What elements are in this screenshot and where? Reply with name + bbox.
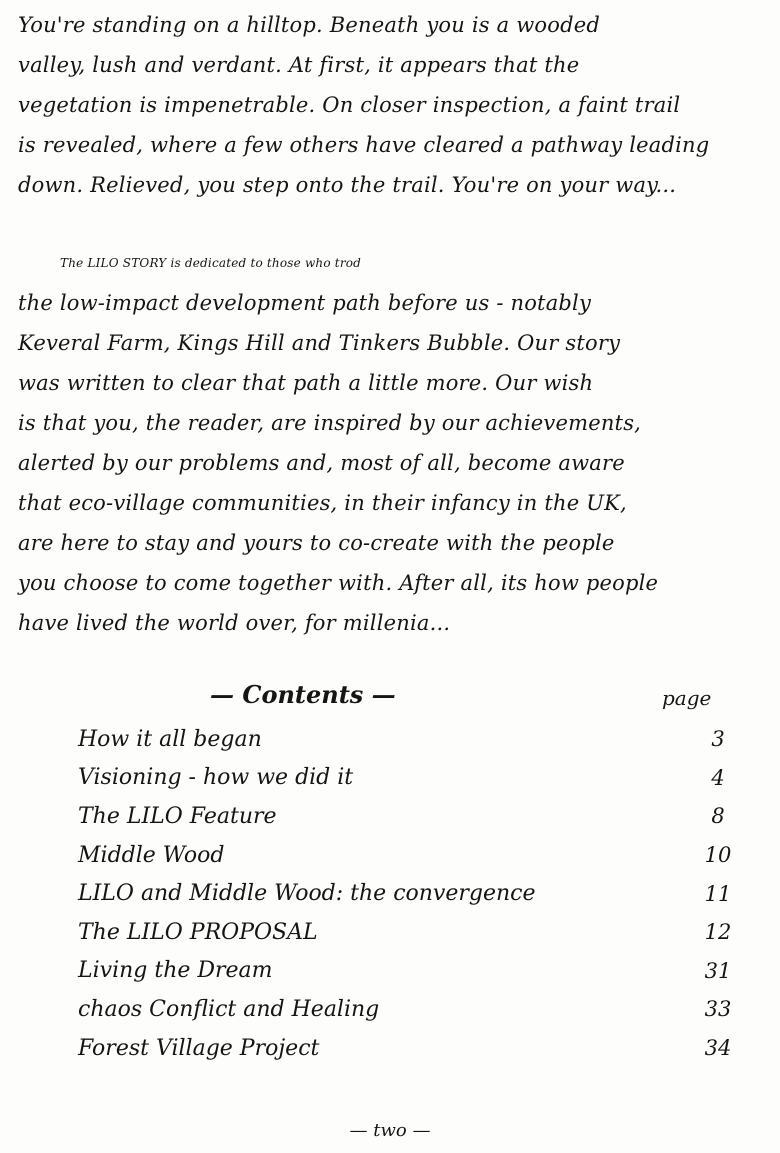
toc-entry	[78, 720, 738, 759]
contents-title: — Contents —	[210, 680, 396, 709]
dedication-line: Keveral Farm, Kings Hill and Tinkers Bubble. Our story	[18, 331, 621, 355]
toc-entry	[78, 913, 738, 952]
page-column-header: page	[662, 686, 712, 710]
dedication-line: The LILO STORY is dedicated to those who trod	[60, 256, 362, 270]
intro-paragraph	[18, 5, 763, 205]
dedication-line: are here to stay and yours to co-create with the people	[18, 531, 615, 555]
table-of-contents	[78, 720, 738, 1067]
intro-line: You're standing on a hilltop. Beneath you is a wooded	[18, 13, 600, 37]
toc-entry-label: Visioning - how we did it	[78, 765, 354, 791]
toc-entry-page: 34	[704, 1036, 732, 1061]
toc-entry-page: 8	[711, 804, 725, 829]
toc-entry-label: Middle Wood	[78, 842, 225, 868]
toc-entry-label: The LILO PROPOSAL	[78, 919, 318, 945]
toc-entry	[78, 1029, 738, 1068]
dedication-line: is that you, the reader, are inspired by our achievements,	[18, 411, 642, 435]
toc-entry-label: How it all began	[78, 726, 262, 752]
dedication-line: that eco-village communities, in their infancy in the UK,	[18, 491, 627, 515]
intro-line: down. Relieved, you step onto the trail. You're on your way...	[18, 173, 677, 197]
dedication-paragraph	[18, 243, 763, 643]
dedication-line: have lived the world over, for millenia...	[18, 611, 451, 635]
page-number-footer: — two —	[349, 1120, 431, 1141]
toc-entry-page: 31	[704, 958, 732, 983]
toc-entry	[78, 759, 738, 798]
toc-entry-page: 11	[704, 881, 732, 906]
dedication-line: the low-impact development path before us - notably	[18, 291, 592, 315]
toc-entry	[78, 874, 738, 913]
toc-entry	[78, 836, 738, 875]
toc-entry-page: 10	[704, 843, 732, 868]
intro-line: is revealed, where a few others have cleared a pathway leading	[18, 133, 710, 157]
toc-entry-label: chaos Conflict and Healing	[78, 996, 380, 1022]
toc-entry	[78, 797, 738, 836]
dedication-line: you choose to come together with. After all, its how people	[18, 571, 659, 595]
dedication-line: was written to clear that path a little more. Our wish	[18, 371, 594, 395]
toc-entry-page: 33	[704, 997, 732, 1022]
toc-entry-page: 4	[711, 765, 725, 790]
toc-entry-page: 12	[704, 920, 732, 945]
toc-entry-label: The LILO Feature	[78, 803, 277, 829]
toc-entry-label: LILO and Middle Wood: the convergence	[78, 881, 536, 907]
toc-entry	[78, 952, 738, 991]
toc-entry-page: 3	[711, 727, 725, 752]
toc-entry-label: Forest Village Project	[78, 1035, 320, 1061]
toc-entry	[78, 990, 738, 1029]
intro-line: vegetation is impenetrable. On closer inspection, a faint trail	[18, 93, 681, 117]
dedication-line: alerted by our problems and, most of all, become aware	[18, 451, 625, 475]
toc-entry-label: Living the Dream	[78, 958, 273, 984]
intro-line: valley, lush and verdant. At first, it appears that the	[18, 53, 580, 77]
